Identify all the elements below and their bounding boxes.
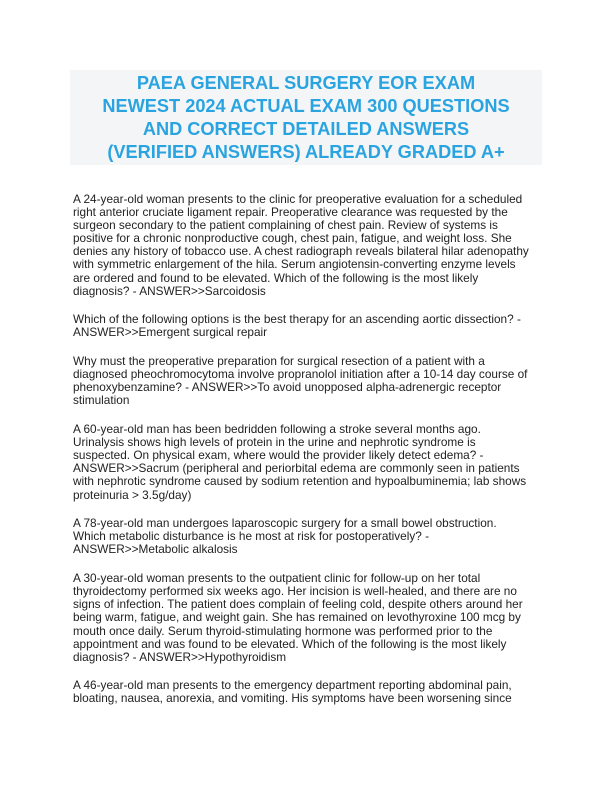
paragraph-line: phenoxybenzamine? - ANSWER>>To avoid unopposed alpha-adrenergic receptor (73, 380, 502, 395)
paragraph-line: appointment and was found to be elevated. Which of the following is the most likely (73, 636, 507, 651)
qa-paragraph (73, 313, 543, 339)
qa-paragraph (73, 679, 543, 705)
paragraph-line: A 24-year-old woman presents to the clinic for preoperative evaluation for a scheduled (73, 192, 523, 206)
paragraph-line: surgeon secondary to the patient complaining of chest pain. Review of systems is (73, 218, 498, 233)
title-line-2: NEWEST 2024 ACTUAL EXAM 300 QUESTIONS (102, 96, 510, 116)
paragraph-line: A 46-year-old man presents to the emergency department reporting abdominal pain, (73, 678, 512, 693)
paragraph-line: suspected. On physical exam, where would the provider likely detect edema? - (73, 448, 484, 463)
document-title-banner (70, 70, 542, 165)
title-line-3: AND CORRECT DETAILED ANSWERS (142, 119, 470, 139)
paragraph-line: ANSWER>>Emergent surgical repair (73, 325, 268, 340)
paragraph-line: ANSWER>>Sacrum (peripheral and periorbital edema are commonly seen in patients (73, 461, 520, 476)
paragraph-line: bloating, nausea, anorexia, and vomiting. His symptoms have been worsening since (73, 691, 512, 706)
paragraph-line: signs of infection. The patient does complain of feeling cold, despite others around her (73, 597, 523, 612)
paragraph-line: denies any history of tobacco use. A chest radiograph reveals bilateral hilar adenopathy (73, 244, 529, 259)
paragraph-line: diagnosis? - ANSWER>>Hypothyroidism (73, 649, 287, 664)
paragraph-line: with symmetric enlargement of the hila. Serum angiotensin-converting enzyme levels (73, 257, 516, 272)
paragraph-line: positive for a chronic nonproductive cough, chest pain, fatigue, and weight loss. She (73, 231, 512, 246)
paragraph-line: with nephrotic syndrome caused by sodium retention and hypoalbuminemia; lab shows (73, 474, 527, 489)
paragraph-line: A 60-year-old man has been bedridden following a stroke several months ago. (73, 422, 481, 437)
paragraph-line: diagnosis? - ANSWER>>Sarcoidosis (73, 283, 266, 298)
paragraph-line: Why must the preoperative preparation for surgical resection of a patient with a (73, 354, 485, 369)
qa-paragraph (73, 193, 543, 298)
paragraph-line: Urinalysis shows high levels of protein in the urine and nephrotic syndrome is (73, 435, 476, 450)
paragraph-line: mouth once daily. Serum thyroid-stimulating hormone was performed prior to the (73, 623, 493, 638)
paragraph-line: Which metabolic disturbance is he most at risk for postoperatively? - (73, 529, 430, 544)
qa-paragraph (73, 423, 543, 502)
paragraph-line: A 78-year-old man undergoes laparoscopic surgery for a small bowel obstruction. (73, 516, 497, 531)
qa-paragraph (73, 517, 543, 556)
paragraph-line: ANSWER>>Metabolic alkalosis (73, 542, 238, 557)
paragraph-line: are ordered and found to be elevated. Which of the following is the most likely (73, 270, 479, 285)
title-line-1: PAEA GENERAL SURGERY EOR EXAM (136, 73, 476, 93)
paragraph-line: proteinuria > 3.5g/day) (73, 487, 192, 502)
paragraph-line: Which of the following options is the best therapy for an ascending aortic dissection? - (73, 312, 521, 327)
paragraph-line: A 30-year-old woman presents to the outpatient clinic for follow-up on her total (73, 571, 481, 586)
paragraph-line: thyroidectomy performed six weeks ago. Her incision is well-healed, and there are no (73, 584, 517, 599)
qa-paragraph (73, 572, 543, 664)
document-body (73, 193, 543, 721)
paragraph-line: right anterior cruciate ligament repair. Preoperative clearance was requested by the (73, 205, 508, 220)
title-line-4: (VERIFIED ANSWERS) ALREADY GRADED A+ (107, 142, 505, 162)
paragraph-line: stimulation (73, 393, 130, 408)
qa-paragraph (73, 355, 543, 407)
paragraph-line: diagnosed pheochromocytoma involve propranolol initiation after a 10-14 day course of (73, 367, 528, 382)
paragraph-line: being warm, fatigue, and weight gain. She has remained on levothyroxine 100 mcg by (73, 610, 521, 625)
